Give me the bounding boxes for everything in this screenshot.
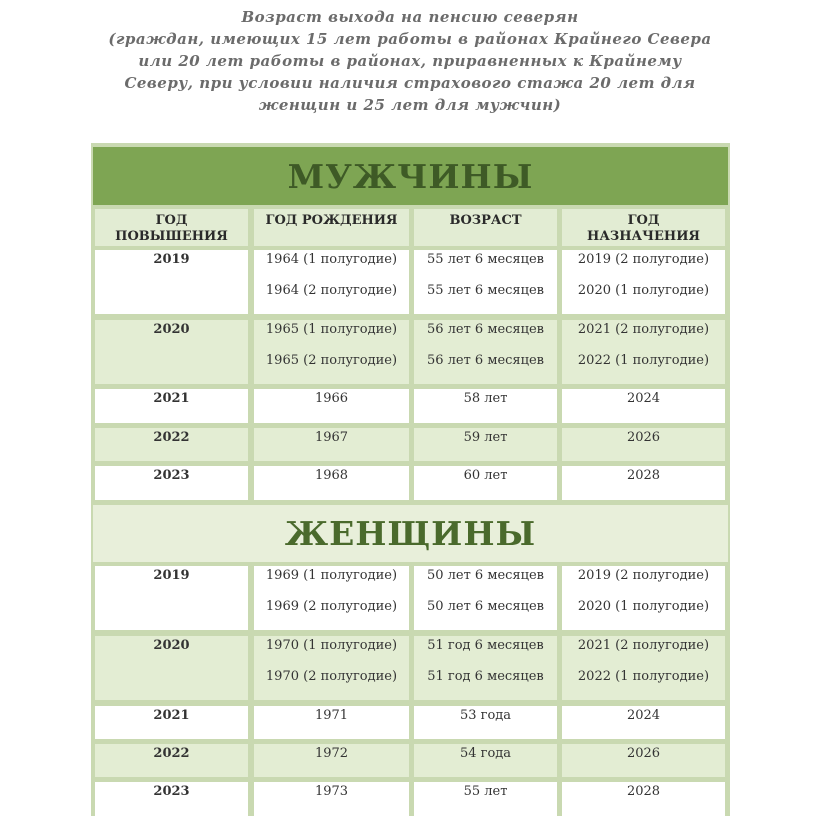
cell-year-text: 2022 [153,430,190,445]
header-assign-year [562,209,725,246]
cell-age-text: 56 лет 6 месяцев [426,322,544,337]
cell-birth-year [254,636,409,700]
header-assign-year-line1: ГОД [627,213,660,228]
header-year-raise [95,209,248,246]
cell-assign-year-text: 2028 [626,784,661,799]
cell-year [95,320,248,384]
header-assign-year-line2: НАЗНАЧЕНИЯ [587,229,700,244]
cell-birth-year-text: 1968 [314,468,349,483]
cell-age-text: 54 года [459,746,512,761]
cell-year-text: 2019 [153,568,190,583]
header-year-raise-line2: ПОВЫШЕНИЯ [115,229,228,244]
cell-assign-year-text: 2019 (2 полугодие) [577,568,710,583]
cell-assign-year [562,466,725,500]
cell-age [414,320,557,384]
cell-assign-year-text: 2020 (1 полугодие) [577,599,710,614]
cell-age [414,250,557,314]
cell-birth-year [254,320,409,384]
cell-age-text: 59 лет [463,430,508,445]
cell-birth-year-text: 1965 (1 полугодие) [265,322,398,337]
cell-assign-year-text: 2022 (1 полугодие) [577,669,710,684]
cell-assign-year [562,782,725,816]
cell-assign-year [562,250,725,314]
cell-birth-year-text: 1966 [314,391,349,406]
title-line: Возраст выхода на пенсию северян [241,8,579,26]
cell-birth-year-text: 1970 (1 полугодие) [265,638,398,653]
cell-birth-year-text: 1970 (2 полугодие) [265,669,398,684]
title-line: или 20 лет работы в районах, приравненных к Крайнему [138,52,682,70]
cell-birth-year-text: 1971 [314,708,349,723]
cell-age [414,706,557,739]
cell-assign-year-text: 2024 [626,708,661,723]
header-age [414,209,557,246]
cell-year-text: 2023 [153,784,190,799]
women-section-header: ЖЕНЩИНЫ [93,505,728,562]
cell-birth-year-text: 1964 (2 полугодие) [265,283,398,298]
cell-birth-year-text: 1967 [314,430,349,445]
cell-birth-year-text: 1969 (2 полугодие) [265,599,398,614]
cell-age [414,466,557,500]
cell-birth-year-text: 1972 [314,746,349,761]
cell-birth-year [254,744,409,777]
cell-age [414,782,557,816]
cell-year-text: 2020 [153,322,190,337]
cell-year [95,636,248,700]
cell-year [95,706,248,739]
cell-year [95,428,248,461]
header-birth-year-label: ГОД РОЖДЕНИЯ [265,213,398,228]
cell-birth-year-text: 1969 (1 полугодие) [265,568,398,583]
cell-age-text: 51 год 6 месяцев [427,669,544,684]
cell-age-text: 56 лет 6 месяцев [426,353,544,368]
cell-year [95,744,248,777]
cell-year [95,782,248,816]
cell-age [414,636,557,700]
cell-year-text: 2020 [153,638,190,653]
header-year-raise-line1: ГОД [155,213,188,228]
header-age-label: ВОЗРАСТ [449,213,522,228]
cell-assign-year-text: 2026 [626,430,661,445]
cell-birth-year [254,389,409,423]
cell-assign-year [562,428,725,461]
header-birth-year [254,209,409,246]
cell-birth-year [254,250,409,314]
cell-birth-year [254,782,409,816]
cell-year [95,389,248,423]
cell-year-text: 2019 [153,252,190,267]
cell-assign-year [562,744,725,777]
cell-age [414,566,557,630]
cell-age-text: 60 лет [463,468,508,483]
cell-year [95,466,248,500]
cell-assign-year-text: 2019 (2 полугодие) [577,252,710,267]
cell-assign-year-text: 2028 [626,468,661,483]
cell-birth-year [254,466,409,500]
cell-birth-year [254,566,409,630]
cell-birth-year [254,428,409,461]
title-line: (граждан, имеющих 15 лет работы в районах Крайнего Севера [108,30,712,48]
men-section-header: МУЖЧИНЫ [93,147,728,205]
cell-age-text: 53 года [459,708,512,723]
cell-age-text: 55 лет 6 месяцев [426,283,544,298]
cell-birth-year [254,706,409,739]
cell-assign-year [562,636,725,700]
cell-birth-year-text: 1965 (2 полугодие) [265,353,398,368]
cell-assign-year-text: 2024 [626,391,661,406]
cell-year [95,566,248,630]
page-title [60,6,760,116]
cell-assign-year-text: 2020 (1 полугодие) [577,283,710,298]
title-line: Северу, при условии наличия страхового стажа 20 лет для [124,74,696,92]
cell-age-text: 55 лет 6 месяцев [426,252,544,267]
cell-age [414,389,557,423]
cell-assign-year [562,320,725,384]
cell-age-text: 51 год 6 месяцев [427,638,544,653]
cell-year-text: 2022 [153,746,190,761]
cell-assign-year-text: 2021 (2 полугодие) [577,322,710,337]
cell-age-text: 58 лет [463,391,508,406]
cell-assign-year-text: 2021 (2 полугодие) [577,638,710,653]
cell-year-text: 2021 [153,391,190,406]
cell-age [414,428,557,461]
cell-assign-year [562,389,725,423]
cell-birth-year-text: 1964 (1 полугодие) [265,252,398,267]
cell-assign-year [562,566,725,630]
cell-age [414,744,557,777]
cell-age-text: 55 лет [463,784,508,799]
cell-year-text: 2021 [153,708,190,723]
cell-assign-year-text: 2026 [626,746,661,761]
title-line: женщин и 25 лет для мужчин) [258,96,562,114]
cell-year [95,250,248,314]
cell-age-text: 50 лет 6 месяцев [426,568,544,583]
cell-birth-year-text: 1973 [314,784,349,799]
cell-assign-year-text: 2022 (1 полугодие) [577,353,710,368]
cell-age-text: 50 лет 6 месяцев [426,599,544,614]
cell-year-text: 2023 [153,468,190,483]
cell-assign-year [562,706,725,739]
